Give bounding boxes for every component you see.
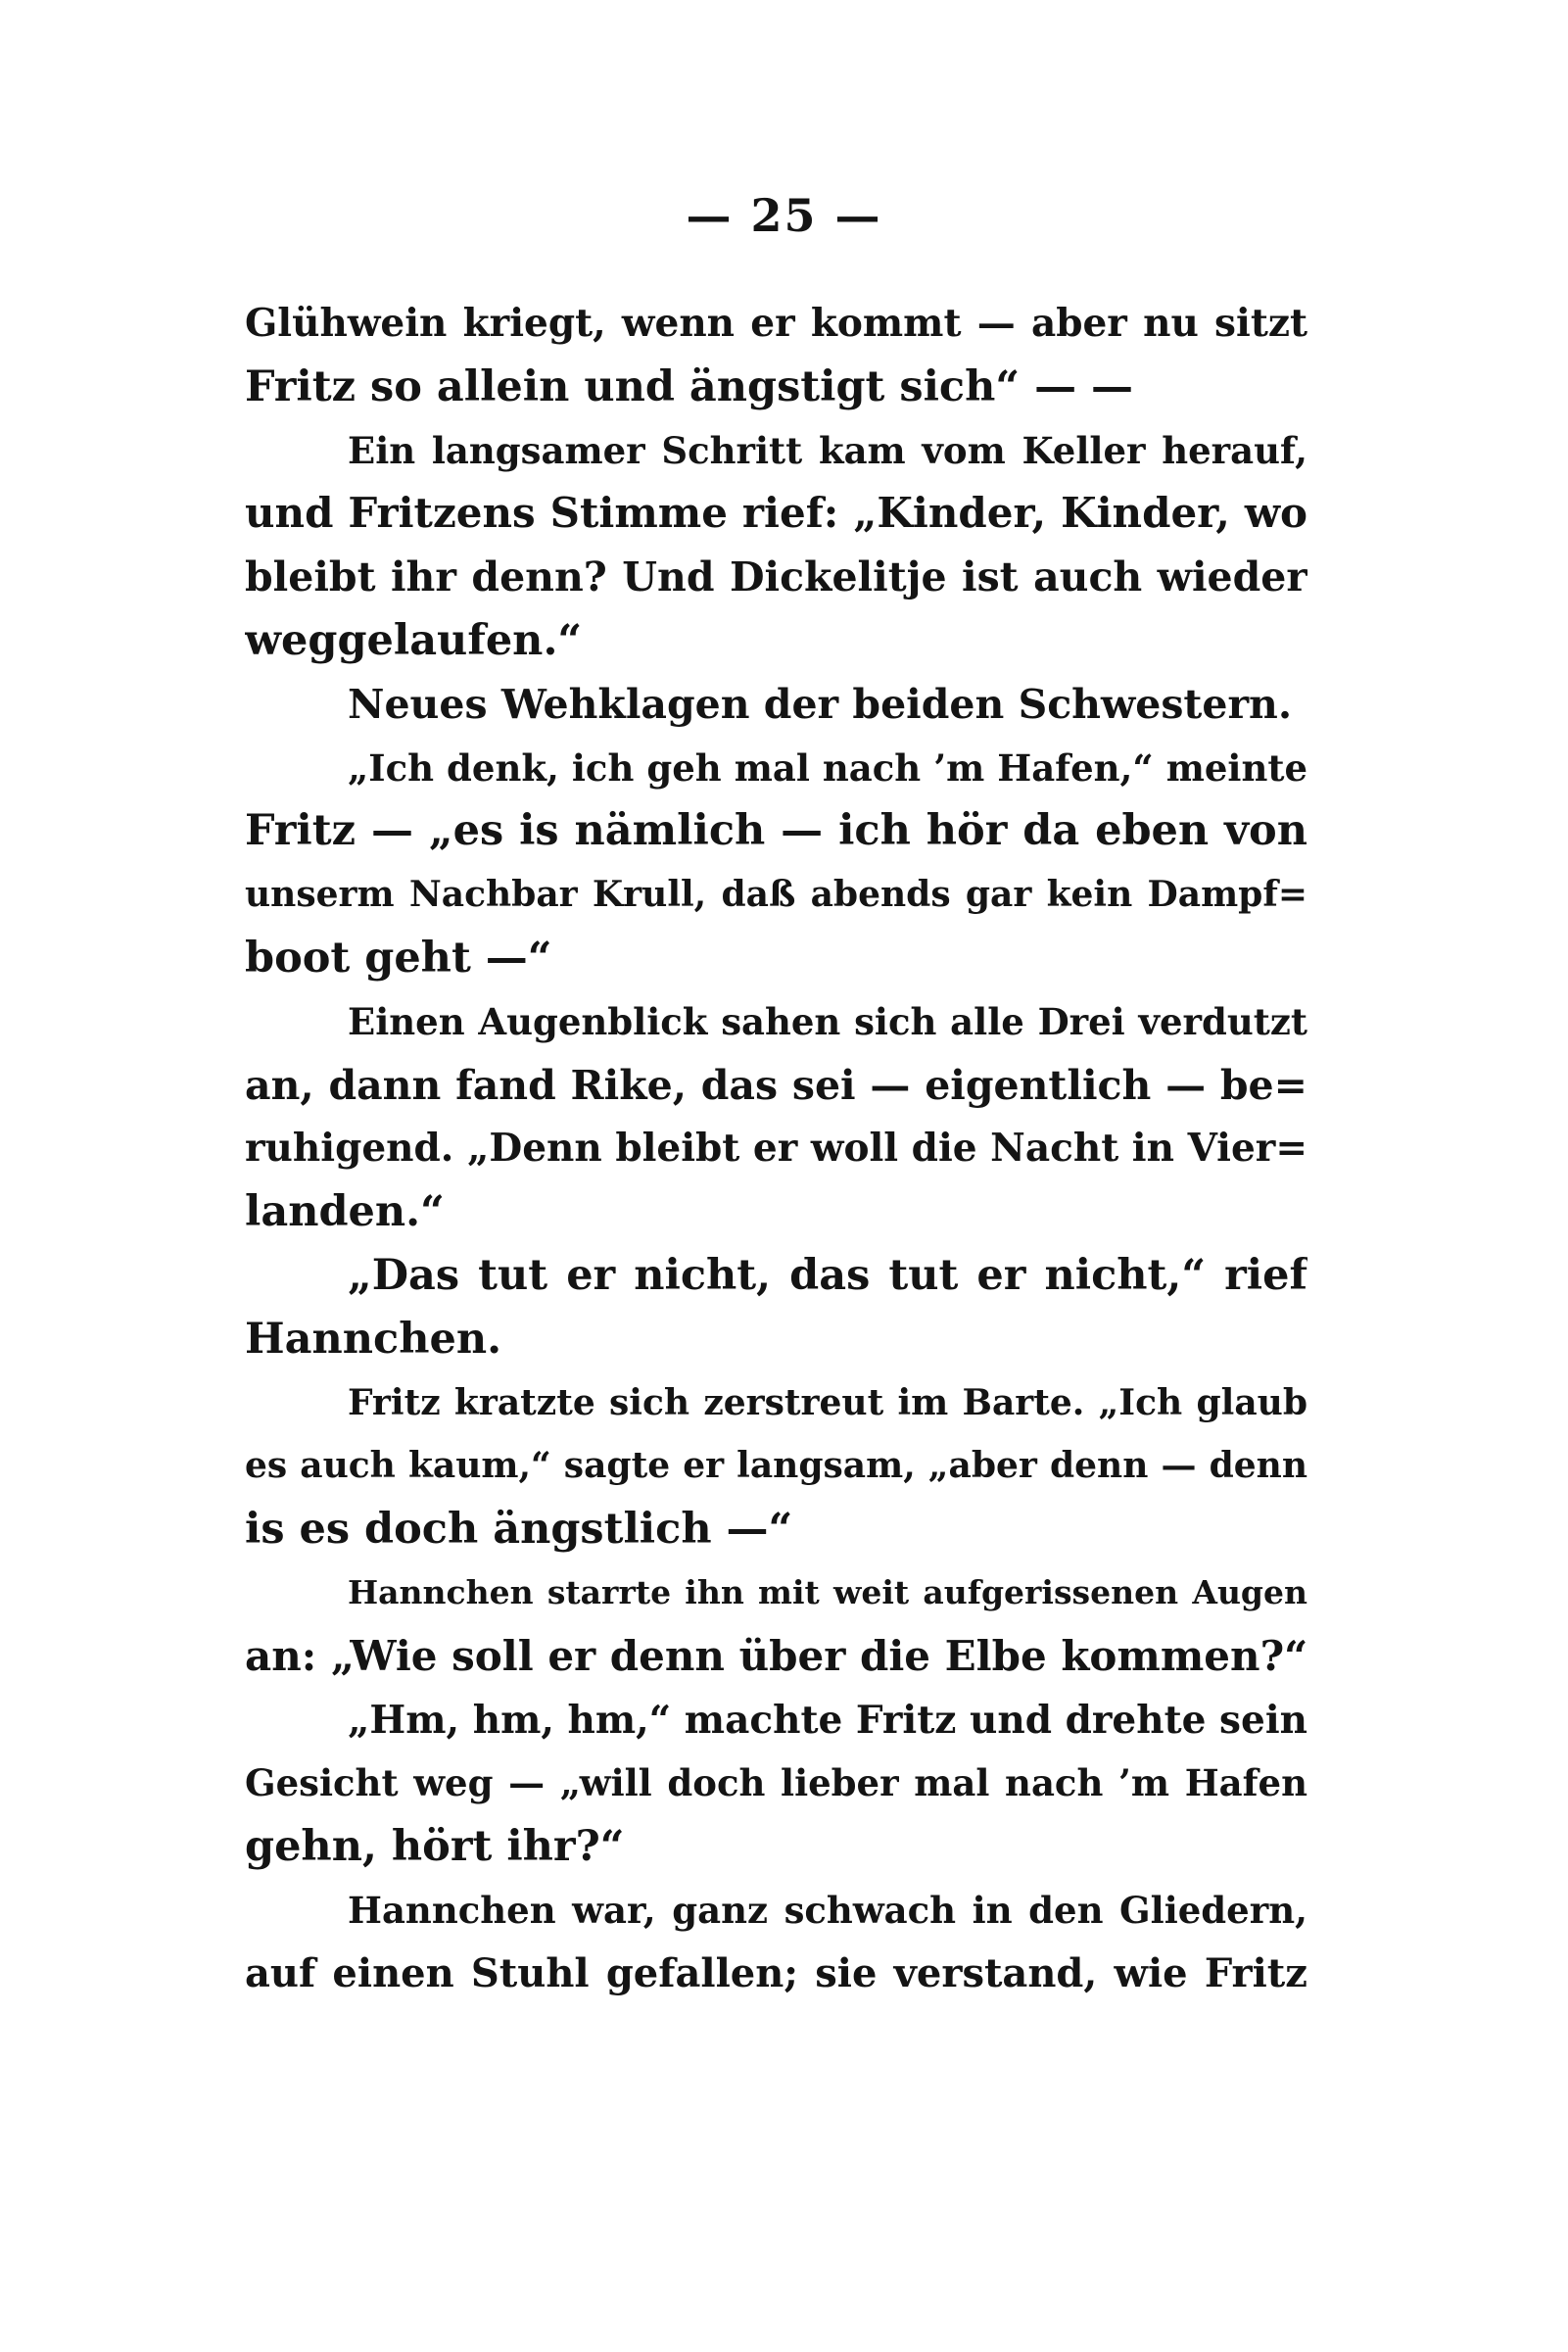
text-line: bleibt ihr denn? Und Dickelitje ist auch wieder [245,553,1307,601]
text-line: es auch kaum,“ sagte er langsam, „aber denn — denn [245,1445,1307,1487]
text-line: ruhigend. „Denn bleibt er woll die Nacht in Vier= [245,1126,1307,1172]
text-line: boot geht —“ [245,933,552,983]
text-line: auf einen Stuhl gefallen; sie verstand, wie Fritz [245,1949,1307,1996]
text-line: Gesicht weg — „will doch lieber mal nach ’m Hafen [245,1761,1307,1805]
text-line: unserm Nachbar Krull, daß abends gar kein Dampf= [245,874,1307,916]
text-line: is es doch ängstlich —“ [245,1505,793,1555]
text-line: landen.“ [245,1187,445,1237]
text-line: an: „Wie soll er denn über die Elbe kommen?“ [245,1631,1307,1680]
page-number: — 25 — [686,189,882,242]
text-line: an, dann fand Rike, das sei — eigentlich — be= [245,1061,1307,1109]
text-line: Fritz so allein und ängstigt sich“ — — [245,361,1134,411]
text-line: „Hm, hm, hm,“ machte Fritz und drehte sein [348,1697,1307,1743]
text-line: Neues Wehklagen der beiden Schwestern. [348,680,1293,728]
text-line: Glühwein kriegt, wenn er kommt — aber nu sitzt [245,301,1307,346]
text-line: „Ich denk, ich geh mal nach ’m Hafen,“ meinte [348,745,1307,790]
text-line: weggelaufen.“ [245,615,583,665]
text-line: Hannchen. [245,1314,502,1364]
text-line: Ein langsamer Schritt kam vom Keller herauf, [348,428,1307,472]
text-line: Einen Augenblick sahen sich alle Drei verdutzt [348,999,1307,1043]
text-line: Hannchen war, ganz schwach in den Gliedern, [348,1888,1307,1932]
text-line: gehn, hört ihr?“ [245,1822,625,1872]
text-line: Hannchen starrte ihn mit weit aufgerissenen Augen [348,1572,1307,1611]
body-text [245,292,1307,2006]
text-line: und Fritzens Stimme rief: „Kinder, Kinder, wo [245,489,1307,538]
text-line: Fritz — „es is nämlich — ich hör da eben von [245,806,1307,856]
text-line: Fritz kratzte sich zerstreut im Barte. „Ich glaub [348,1381,1307,1423]
text-line: „Das tut er nicht, das tut er nicht,“ rief [348,1250,1307,1300]
